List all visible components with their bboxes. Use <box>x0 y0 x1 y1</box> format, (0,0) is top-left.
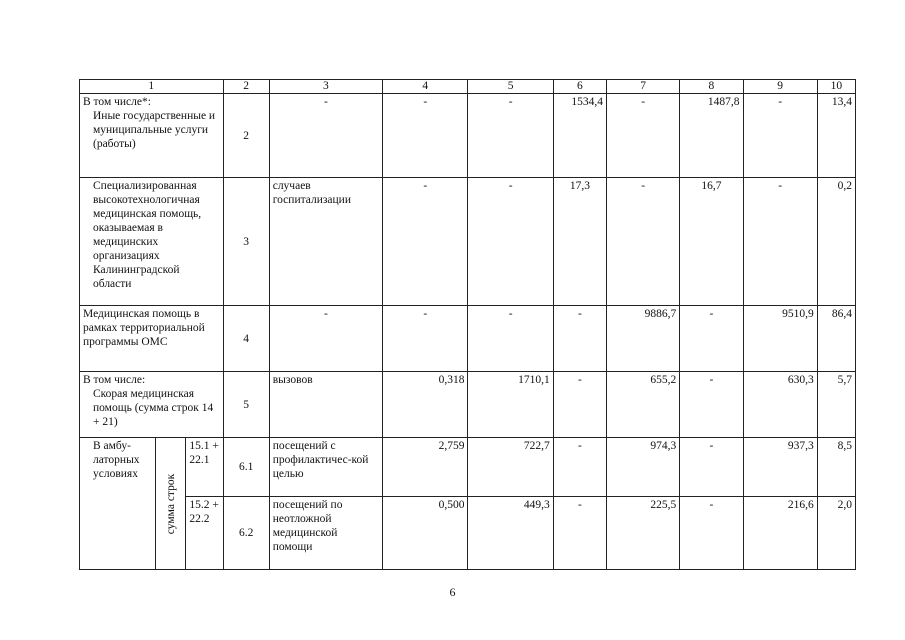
table-row-other-services <box>80 94 856 178</box>
row-a-col5: - <box>468 94 553 178</box>
row-c-line-number: 4 <box>223 306 269 372</box>
row-e-rows-ref: 15.1 + 22.1 <box>186 438 223 497</box>
row-c-name: Медицинская помощь в рамках территориальной программы ОМС <box>80 306 224 372</box>
row-b-col9: - <box>743 178 817 306</box>
row-f-col4: 0,500 <box>383 497 468 570</box>
row-f-unit: посещений по неотложной медицинской помощи <box>269 497 382 570</box>
row-b-col10: 0,2 <box>817 178 855 306</box>
row-d-col7: 655,2 <box>607 372 680 438</box>
row-d-col5: 1710,1 <box>468 372 553 438</box>
row-e-col9: 937,3 <box>743 438 817 497</box>
row-f-col7: 225,5 <box>607 497 680 570</box>
row-e-line-number: 6.1 <box>223 438 269 497</box>
row-a-heading: В том числе*: <box>83 96 151 108</box>
row-d-heading: В том числе: <box>83 374 146 386</box>
table-row-outpatient-emergency <box>80 497 856 570</box>
row-a-col10: 13,4 <box>817 94 855 178</box>
row-a-name: Иные государственные и муниципальные услуги (работы) <box>93 110 216 150</box>
row-e-col7: 974,3 <box>607 438 680 497</box>
row-f-col9: 216,6 <box>743 497 817 570</box>
table-row-oms-program <box>80 306 856 372</box>
row-e-col6: - <box>553 438 606 497</box>
row-b-line-number: 3 <box>223 178 269 306</box>
row-a-name-cell <box>80 94 224 178</box>
row-a-col9: - <box>743 94 817 178</box>
rows-sum-vertical-label: сумма строк <box>156 438 186 570</box>
row-e-unit: посещений с профилактичес-кой целью <box>269 438 382 497</box>
row-f-col6: - <box>553 497 606 570</box>
header-col-10: 10 <box>817 80 855 94</box>
row-c-col9: 9510,9 <box>743 306 817 372</box>
row-c-col7: 9886,7 <box>607 306 680 372</box>
row-d-col6: - <box>553 372 606 438</box>
row-f-col5: 449,3 <box>468 497 553 570</box>
row-b-unit: случаев госпитализации <box>269 178 382 306</box>
header-row <box>80 80 856 94</box>
header-col-2: 2 <box>223 80 269 94</box>
row-b-col8: 16,7 <box>680 178 743 306</box>
row-d-col10: 5,7 <box>817 372 855 438</box>
header-col-1: 1 <box>80 80 224 94</box>
table-row-emergency-care <box>80 372 856 438</box>
row-d-col8: - <box>680 372 743 438</box>
row-c-col10: 86,4 <box>817 306 855 372</box>
row-f-col8: - <box>680 497 743 570</box>
table-row-outpatient-preventive <box>80 438 856 497</box>
page-number: 6 <box>449 585 456 599</box>
row-c-col4: - <box>383 306 468 372</box>
row-b-name-cell <box>80 178 224 306</box>
row-a-col4: - <box>383 94 468 178</box>
statistics-table <box>79 79 856 570</box>
row-a-line-number: 2 <box>223 94 269 178</box>
row-b-name: Специализированная высокотехнологичная медицинская помощь, оказываемая в медицинских организациях Калининградской области <box>93 180 202 290</box>
row-e-col4: 2,759 <box>383 438 468 497</box>
header-col-4: 4 <box>383 80 468 94</box>
row-c-unit: - <box>269 306 382 372</box>
row-d-col9: 630,3 <box>743 372 817 438</box>
row-d-col4: 0,318 <box>383 372 468 438</box>
row-d-line-number: 5 <box>223 372 269 438</box>
row-e-col5: 722,7 <box>468 438 553 497</box>
header-col-7: 7 <box>607 80 680 94</box>
row-a-col7: - <box>607 94 680 178</box>
header-col-5: 5 <box>468 80 553 94</box>
row-a-unit: - <box>269 94 382 178</box>
row-b-col6: 17,3 <box>553 178 606 306</box>
row-a-col6: 1534,4 <box>553 94 606 178</box>
row-d-name: Скорая медицинская помощь (сумма строк 14 + 21) <box>93 388 214 428</box>
row-b-col7: - <box>607 178 680 306</box>
row-c-col8: - <box>680 306 743 372</box>
row-e-col8: - <box>680 438 743 497</box>
outpatient-group-label: В амбу-латорных условиях <box>80 438 156 570</box>
row-d-unit: вызовов <box>269 372 382 438</box>
row-f-line-number: 6.2 <box>223 497 269 570</box>
header-col-3: 3 <box>269 80 382 94</box>
row-b-col4: - <box>383 178 468 306</box>
row-f-rows-ref: 15.2 + 22.2 <box>186 497 223 570</box>
row-d-name-cell <box>80 372 224 438</box>
row-c-col5: - <box>468 306 553 372</box>
row-b-col5: - <box>468 178 553 306</box>
row-a-col8: 1487,8 <box>680 94 743 178</box>
header-col-8: 8 <box>680 80 743 94</box>
header-col-6: 6 <box>553 80 606 94</box>
table-row-high-tech-care <box>80 178 856 306</box>
header-col-9: 9 <box>743 80 817 94</box>
row-c-col6: - <box>553 306 606 372</box>
row-f-col10: 2,0 <box>817 497 855 570</box>
row-e-col10: 8,5 <box>817 438 855 497</box>
